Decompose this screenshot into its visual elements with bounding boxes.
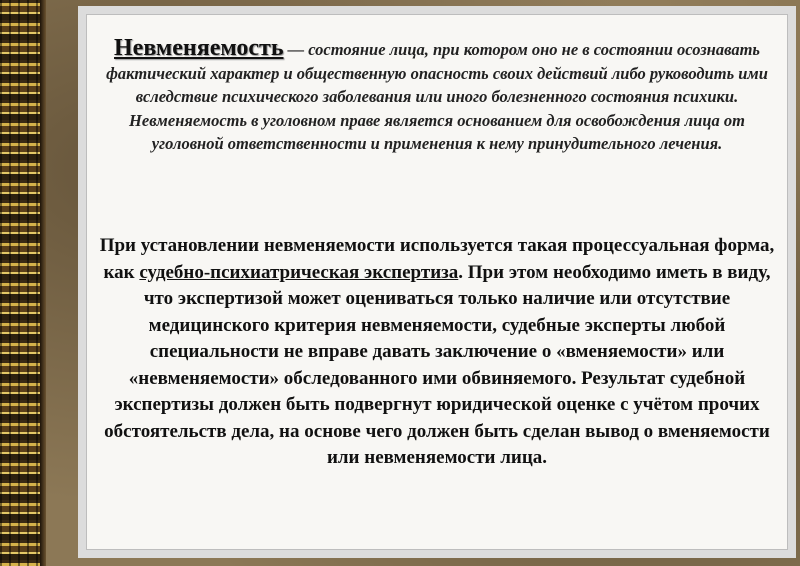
main-text-before: При установлении невменяемости используется такая процессуальная форма, как	[99, 235, 775, 283]
main-paragraph	[97, 233, 777, 472]
decorative-strip	[0, 0, 40, 566]
definition-paragraph	[97, 37, 777, 156]
slide-panel	[78, 6, 796, 558]
main-text-after: . При этом необходимо иметь в виду, что экспертизой может оцениваться только наличие или отсутствие медицинского критерия невменяемости, судебные эксперты любой специальности не вправе давать заключение о «вменяемости» или «невменяемости» обследованного ими обвиняемого. Результат судебной экспертизы должен быть подвергнут юридической оценке с учётом прочих обстоятельств дела, на основе чего должен быть сделан вывод о вменяемости или невменяемости лица.	[104, 261, 771, 468]
slide-content	[86, 14, 788, 550]
term-heading: Невменяемость	[114, 35, 284, 61]
definition-text: — состояние лица, при котором оно не в состоянии осознавать фактический характер и общественную опасность своих действий либо руководить ими вследствие психического заболевания или иного болезненного состояния психики. Невменяемость в уголовном праве является основанием для освобождения лица от уголовной ответственности и применения к нему принудительного лечения.	[106, 40, 768, 153]
decorative-strip-edge	[40, 0, 46, 566]
expertise-link[interactable]: судебно-психиатрическая экспертиза	[139, 261, 459, 283]
